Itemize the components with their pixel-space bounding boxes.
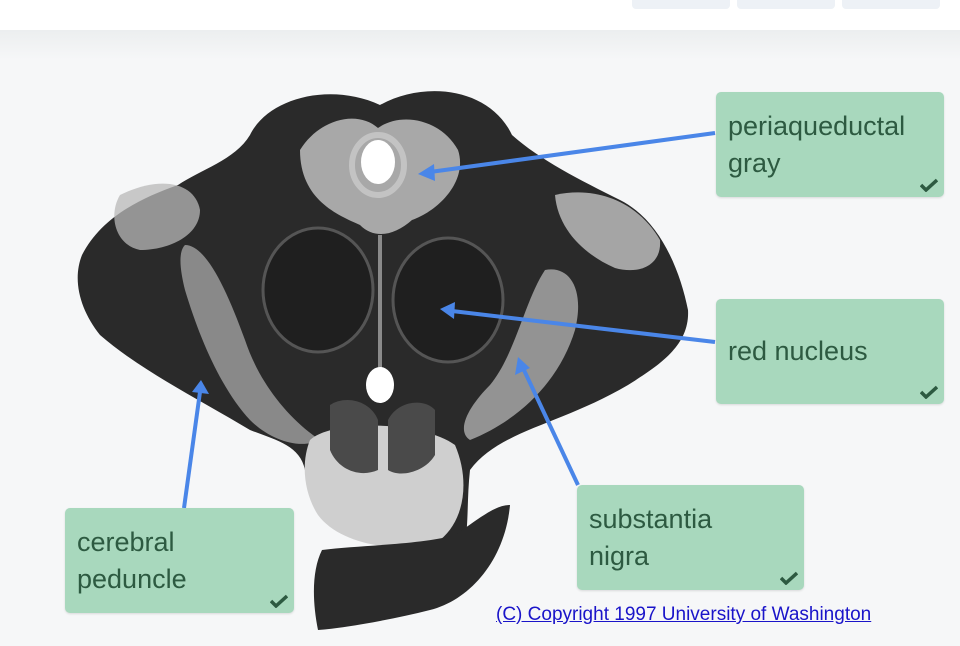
- check-icon: [920, 385, 938, 399]
- copyright-link[interactable]: (C) Copyright 1997 University of Washington: [496, 604, 872, 625]
- check-icon: [270, 594, 288, 608]
- check-icon: [920, 178, 938, 192]
- label-red-nucleus-text: red nucleus: [728, 336, 868, 366]
- label-substantia-nigra[interactable]: [577, 485, 804, 590]
- check-icon: [780, 571, 798, 585]
- interpeduncular-region-right: [388, 403, 435, 474]
- label-cerebral-peduncle[interactable]: [65, 508, 294, 613]
- right-red-nucleus: [393, 238, 503, 362]
- label-periaqueductal-gray-text: periaqueductal gray: [728, 111, 906, 178]
- label-periaqueductal-gray[interactable]: [716, 92, 944, 197]
- lower-region: [305, 426, 464, 547]
- label-cerebral-peduncle-text: cerebral peduncle: [77, 527, 187, 594]
- left-red-nucleus: [263, 228, 373, 352]
- label-red-nucleus[interactable]: [716, 299, 944, 404]
- aqueduct: [361, 140, 395, 184]
- midline-space: [366, 367, 394, 403]
- label-substantia-nigra-text: substantia nigra: [589, 504, 713, 571]
